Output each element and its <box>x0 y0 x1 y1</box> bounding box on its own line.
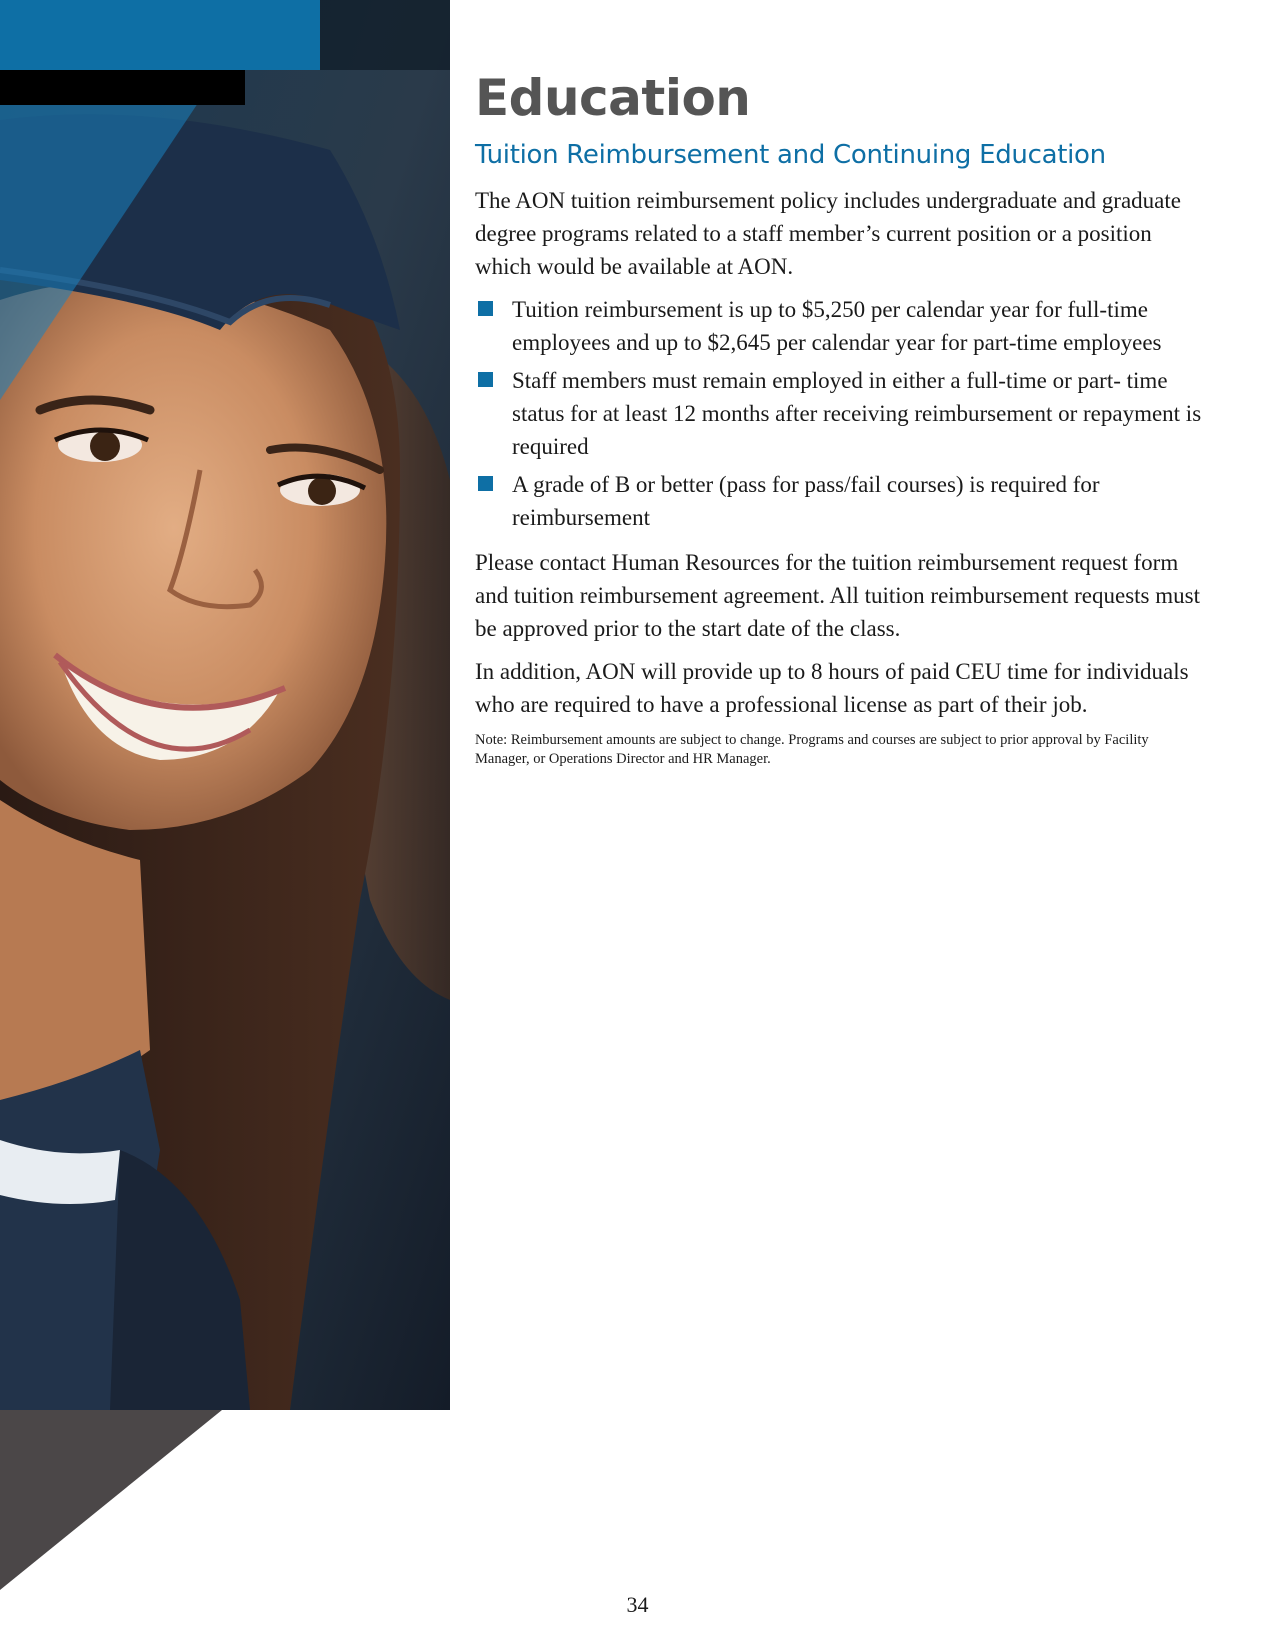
list-item-text: Tuition reimbursement is up to $5,250 per calendar year for full-time employees and up to $2,645 per calendar year for part-time employees <box>512 297 1162 355</box>
footnote: Note: Reimbursement amounts are subject to change. Programs and courses are subject to prior approval by Facility Manager, or Operations Director and HR Manager. <box>475 732 1149 767</box>
list-item <box>475 293 1205 359</box>
list-item-text: A grade of B or better (pass for pass/fail courses) is required for reimbursement <box>512 472 1100 530</box>
list-item <box>475 468 1205 534</box>
decorative-triangle <box>0 1410 450 1590</box>
list-item <box>475 364 1205 463</box>
ceu-paragraph: In addition, AON will provide up to 8 hours of paid CEU time for individuals who are required to have a professional license as part of their job. <box>475 659 1189 717</box>
section-heading: Tuition Reimbursement and Continuing Education <box>475 140 1106 170</box>
contact-paragraph: Please contact Human Resources for the tuition reimbursement request form and tuition reimbursement agreement. All tuition reimbursement requests must be approved prior to the start date of the class. <box>475 550 1200 641</box>
square-bullet-icon <box>478 372 493 387</box>
page-title: Education <box>475 69 751 127</box>
reimbursement-rules-list <box>475 293 1205 534</box>
list-item-text: Staff members must remain employed in either a full-time or part- time status for at least 12 months after receiving reimbursement or repayment is required <box>512 368 1202 459</box>
square-bullet-icon <box>478 301 493 316</box>
graduate-illustration <box>0 0 450 1410</box>
page-number: 34 <box>626 1592 649 1617</box>
square-bullet-icon <box>478 476 493 491</box>
intro-paragraph: The AON tuition reimbursement policy includes undergraduate and graduate degree programs related to a staff member’s current position or a position which would be available at AON. <box>475 188 1181 279</box>
content-column <box>475 62 1205 769</box>
graduate-photo <box>0 0 450 1410</box>
